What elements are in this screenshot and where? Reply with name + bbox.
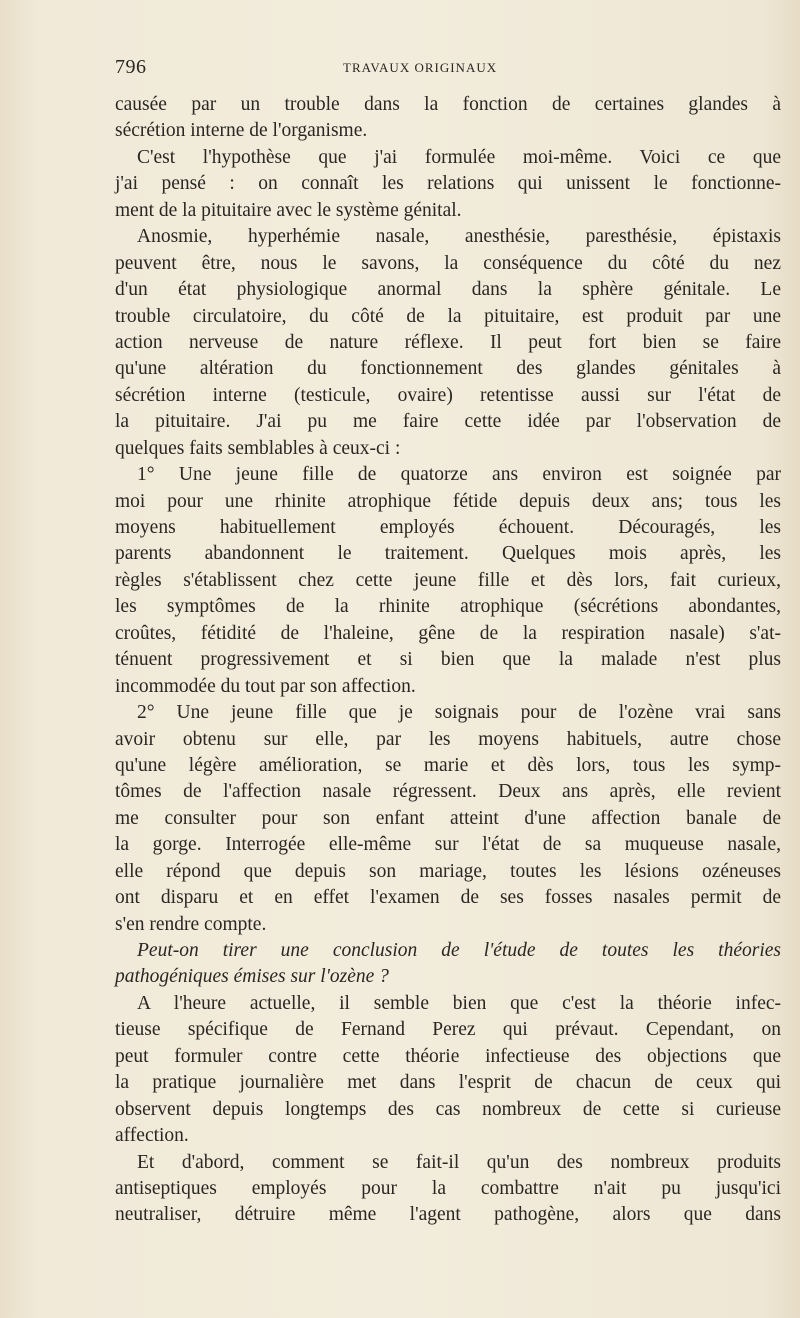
text-line: peut formuler contre cette théorie infectieuse des objections que [115, 1045, 781, 1067]
text-line: incommodée du tout par son affection. [115, 675, 416, 697]
text-line: pathogéniques émises sur l'ozène ? [115, 966, 389, 988]
text-line: me consulter pour son enfant atteint d'une affection banale de [115, 807, 781, 829]
text-line: sécrétion interne de l'organisme. [115, 120, 368, 142]
text-line: tômes de l'affection nasale régressent. Deux ans après, elle revient [115, 781, 781, 803]
text-line: la gorge. Interrogée elle-même sur l'état de sa muqueuse nasale, [115, 834, 781, 856]
text-line: neutraliser, détruire même l'agent pathogène, alors que dans [115, 1204, 781, 1226]
text-line: action nerveuse de nature réflexe. Il peut fort bien se faire [115, 331, 781, 353]
text-line: ont disparu et en effet l'examen de ses fosses nasales permit de [115, 887, 781, 909]
text-line: affection. [115, 1125, 189, 1147]
text-line: Anosmie, hyperhémie nasale, anesthésie, paresthésie, épistaxis [137, 226, 781, 248]
text-line: j'ai pensé : on connaît les relations qui unissent le fonctionne- [115, 173, 781, 195]
running-title: TRAVAUX ORIGINAUX [343, 60, 498, 75]
text-line: peuvent être, nous le savons, la conséquence du côté du nez [115, 252, 781, 274]
text-line: parents abandonnent le traitement. Quelques mois après, les [115, 543, 781, 565]
text-line: les symptômes de la rhinite atrophique (sécrétions abondantes, [115, 596, 781, 618]
text-line: trouble circulatoire, du côté de la pituitaire, est produit par une [115, 305, 781, 327]
text-line: tieuse spécifique de Fernand Perez qui prévaut. Cependant, on [115, 1019, 781, 1041]
text-line: quelques faits semblables à ceux-ci : [115, 437, 401, 459]
page-number: 796 [115, 56, 147, 78]
text-line: 2° Une jeune fille que je soignais pour de l'ozène vrai sans [137, 702, 781, 724]
text-line: A l'heure actuelle, il semble bien que c'est la théorie infec- [137, 992, 781, 1014]
text-line: moyens habituellement employés échouent. Découragés, les [115, 517, 781, 538]
text-line: Peut-on tirer une conclusion de l'étude de toutes les théories [137, 940, 781, 961]
text-line: moi pour une rhinite atrophique fétide depuis deux ans; tous les [115, 490, 781, 512]
text-line: règles s'établissent chez cette jeune fille et dès lors, fait curieux, [115, 569, 781, 591]
text-line: 1° Une jeune fille de quatorze ans environ est soignée par [137, 464, 781, 486]
text-line: avoir obtenu sur elle, par les moyens habituels, autre chose [115, 728, 781, 750]
text-line: Et d'abord, comment se fait-il qu'un des nombreux produits [137, 1151, 781, 1173]
text-line: qu'une altération du fonctionnement des glandes génitales à [115, 358, 781, 380]
page-header [115, 56, 781, 80]
text-line: s'en rendre compte. [115, 913, 267, 935]
text-line: la pratique journalière met dans l'esprit de chacun de ceux qui [115, 1072, 781, 1094]
text-line: C'est l'hypothèse que j'ai formulée moi-même. Voici ce que [137, 146, 781, 168]
text-line: sécrétion interne (testicule, ovaire) retentisse aussi sur l'état de [115, 384, 781, 406]
text-line: croûtes, fétidité de l'haleine, gêne de la respiration nasale) s'at- [115, 622, 781, 644]
text-line: observent depuis longtemps des cas nombreux de cette si curieuse [115, 1098, 781, 1120]
text-line: elle répond que depuis son mariage, toutes les lésions ozéneuses [115, 860, 781, 882]
text-line: ténuent progressivement et si bien que la malade n'est plus [115, 649, 781, 671]
text-line: la pituitaire. J'ai pu me faire cette idée par l'observation de [115, 411, 781, 433]
text-line: ment de la pituitaire avec le système génital. [115, 199, 462, 221]
body-text [115, 92, 781, 1229]
text-line: causée par un trouble dans la fonction de certaines glandes à [115, 94, 781, 115]
text-line: antiseptiques employés pour la combattre n'ait pu jusqu'ici [115, 1177, 781, 1199]
text-line: qu'une légère amélioration, se marie et dès lors, tous les symp- [115, 754, 781, 776]
text-line: d'un état physiologique anormal dans la sphère génitale. Le [115, 279, 781, 301]
